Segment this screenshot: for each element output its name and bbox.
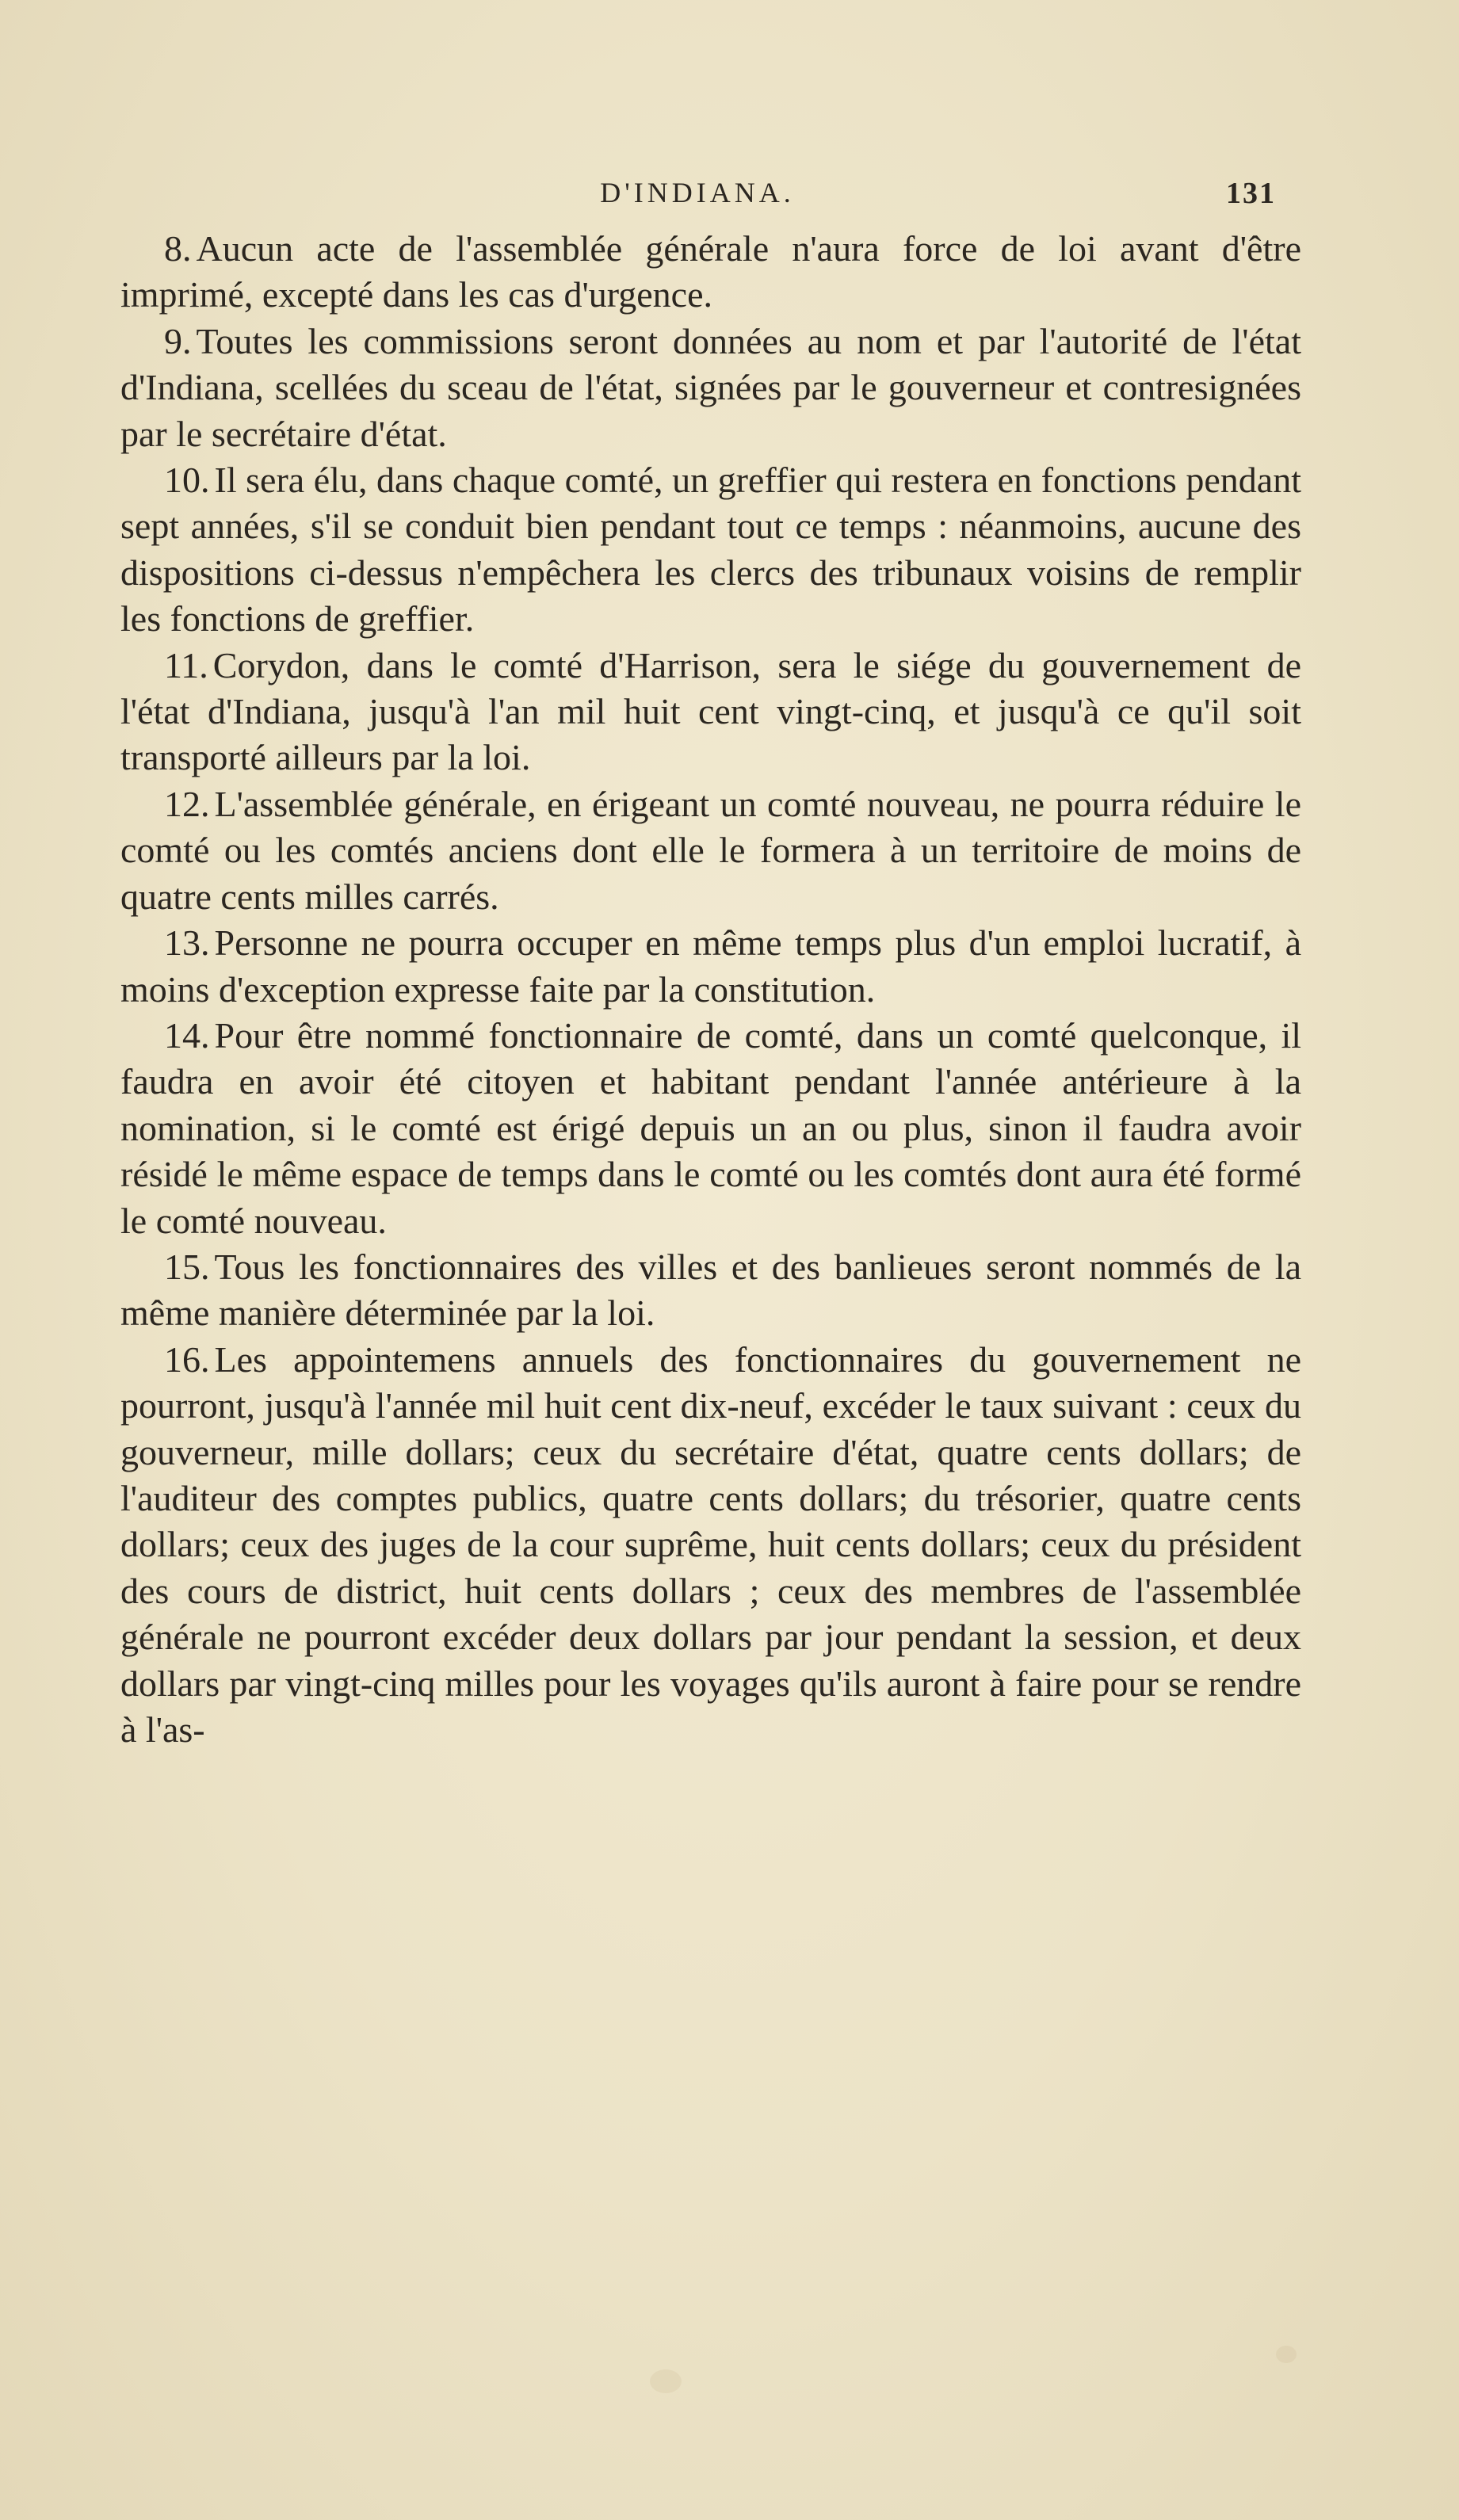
article-paragraph: [120, 226, 1301, 319]
article-paragraph: [120, 920, 1301, 1013]
article-text: Aucun acte de l'assemblée générale n'aura force de loi avant d'être imprimé, excepté dans les cas d'urgence.: [120, 228, 1301, 315]
article-number: 13.: [164, 922, 210, 964]
article-text: Il sera élu, dans chaque comté, un greffier qui restera en fonctions pendant sept années, s'il se conduit bien pendant tout ce temps : néanmoins, aucune des dispositions ci-dessus n'empêchera les clercs des tribunaux voisins de remplir les fonctions de greffier.: [120, 460, 1301, 640]
article-number: 16.: [164, 1338, 210, 1380]
article-text: Les appointemens annuels des fonctionnaires du gouvernement ne pourront, jusqu'à l'année mil huit cent dix-neuf, excéder le taux suivant : ceux du gouverneur, mille dollars; ceux du secrétaire d'état, quatre cents dollars; de l'auditeur des comptes publics, quatre cents dollars; du trésorier, quatre cents dollars; ceux des juges de la cour suprême, huit cents dollars; ceux du président des cours de district, huit cents dollars ; ceux des membres de l'assemblée générale ne pourront excéder deux dollars par jour pendant la session, et deux dollars par vingt-cinq milles pour les voyages qu'ils auront à faire pour se rendre à l'as-: [120, 1338, 1301, 1750]
article-paragraph: [120, 643, 1301, 781]
article-paragraph: [120, 1244, 1301, 1337]
article-number: 15.: [164, 1246, 210, 1287]
article-number: 14.: [164, 1014, 210, 1056]
running-head: D'INDIANA.: [600, 177, 795, 208]
article-text: Tous les fonctionnaires des villes et des banlieues seront nommés de la même manière déterminée par la loi.: [120, 1246, 1301, 1334]
article-number: 11.: [164, 644, 208, 685]
article-number: 9.: [164, 320, 192, 361]
article-paragraph: [120, 1013, 1301, 1244]
article-paragraph: [120, 319, 1301, 457]
body-text: [120, 226, 1301, 1753]
article-text: L'assemblée générale, en érigeant un comté nouveau, ne pourra réduire le comté ou les comtés anciens dont elle le formera à un territoire de moins de quatre cents milles carrés.: [120, 783, 1301, 917]
article-text: Pour être nommé fonctionnaire de comté, dans un comté quelconque, il faudra en avoir été citoyen et habitant pendant l'année antérieure à la nomination, si le comté est érigé depuis un an ou plus, sinon il faudra avoir résidé le même espace de temps dans le comté ou les comtés dont aura été formé le comté nouveau.: [120, 1014, 1301, 1241]
article-text: Personne ne pourra occuper en même temps plus d'un emploi lucratif, à moins d'exception expresse faite par la constitution.: [120, 922, 1301, 1010]
article-number: 12.: [164, 783, 210, 824]
page-number: 131: [1226, 177, 1276, 210]
article-paragraph: [120, 781, 1301, 920]
paper-stain: [1276, 2346, 1297, 2363]
article-text: Corydon, dans le comté d'Harrison, sera le siége du gouvernement de l'état d'Indiana, jusqu'à l'an mil huit cent vingt-cinq, et jusqu'à ce qu'il soit transporté ailleurs par la loi.: [120, 644, 1301, 778]
article-text: Toutes les commissions seront données au nom et par l'autorité de l'état d'Indiana, scellées du sceau de l'état, signées par le gouverneur et contresignées par le secrétaire d'état.: [120, 320, 1301, 454]
article-paragraph: [120, 457, 1301, 643]
article-number: 8.: [164, 228, 192, 269]
article-number: 10.: [164, 460, 210, 501]
article-paragraph: [120, 1337, 1301, 1754]
page-header: [119, 176, 1276, 223]
paper-stain: [650, 2369, 682, 2393]
